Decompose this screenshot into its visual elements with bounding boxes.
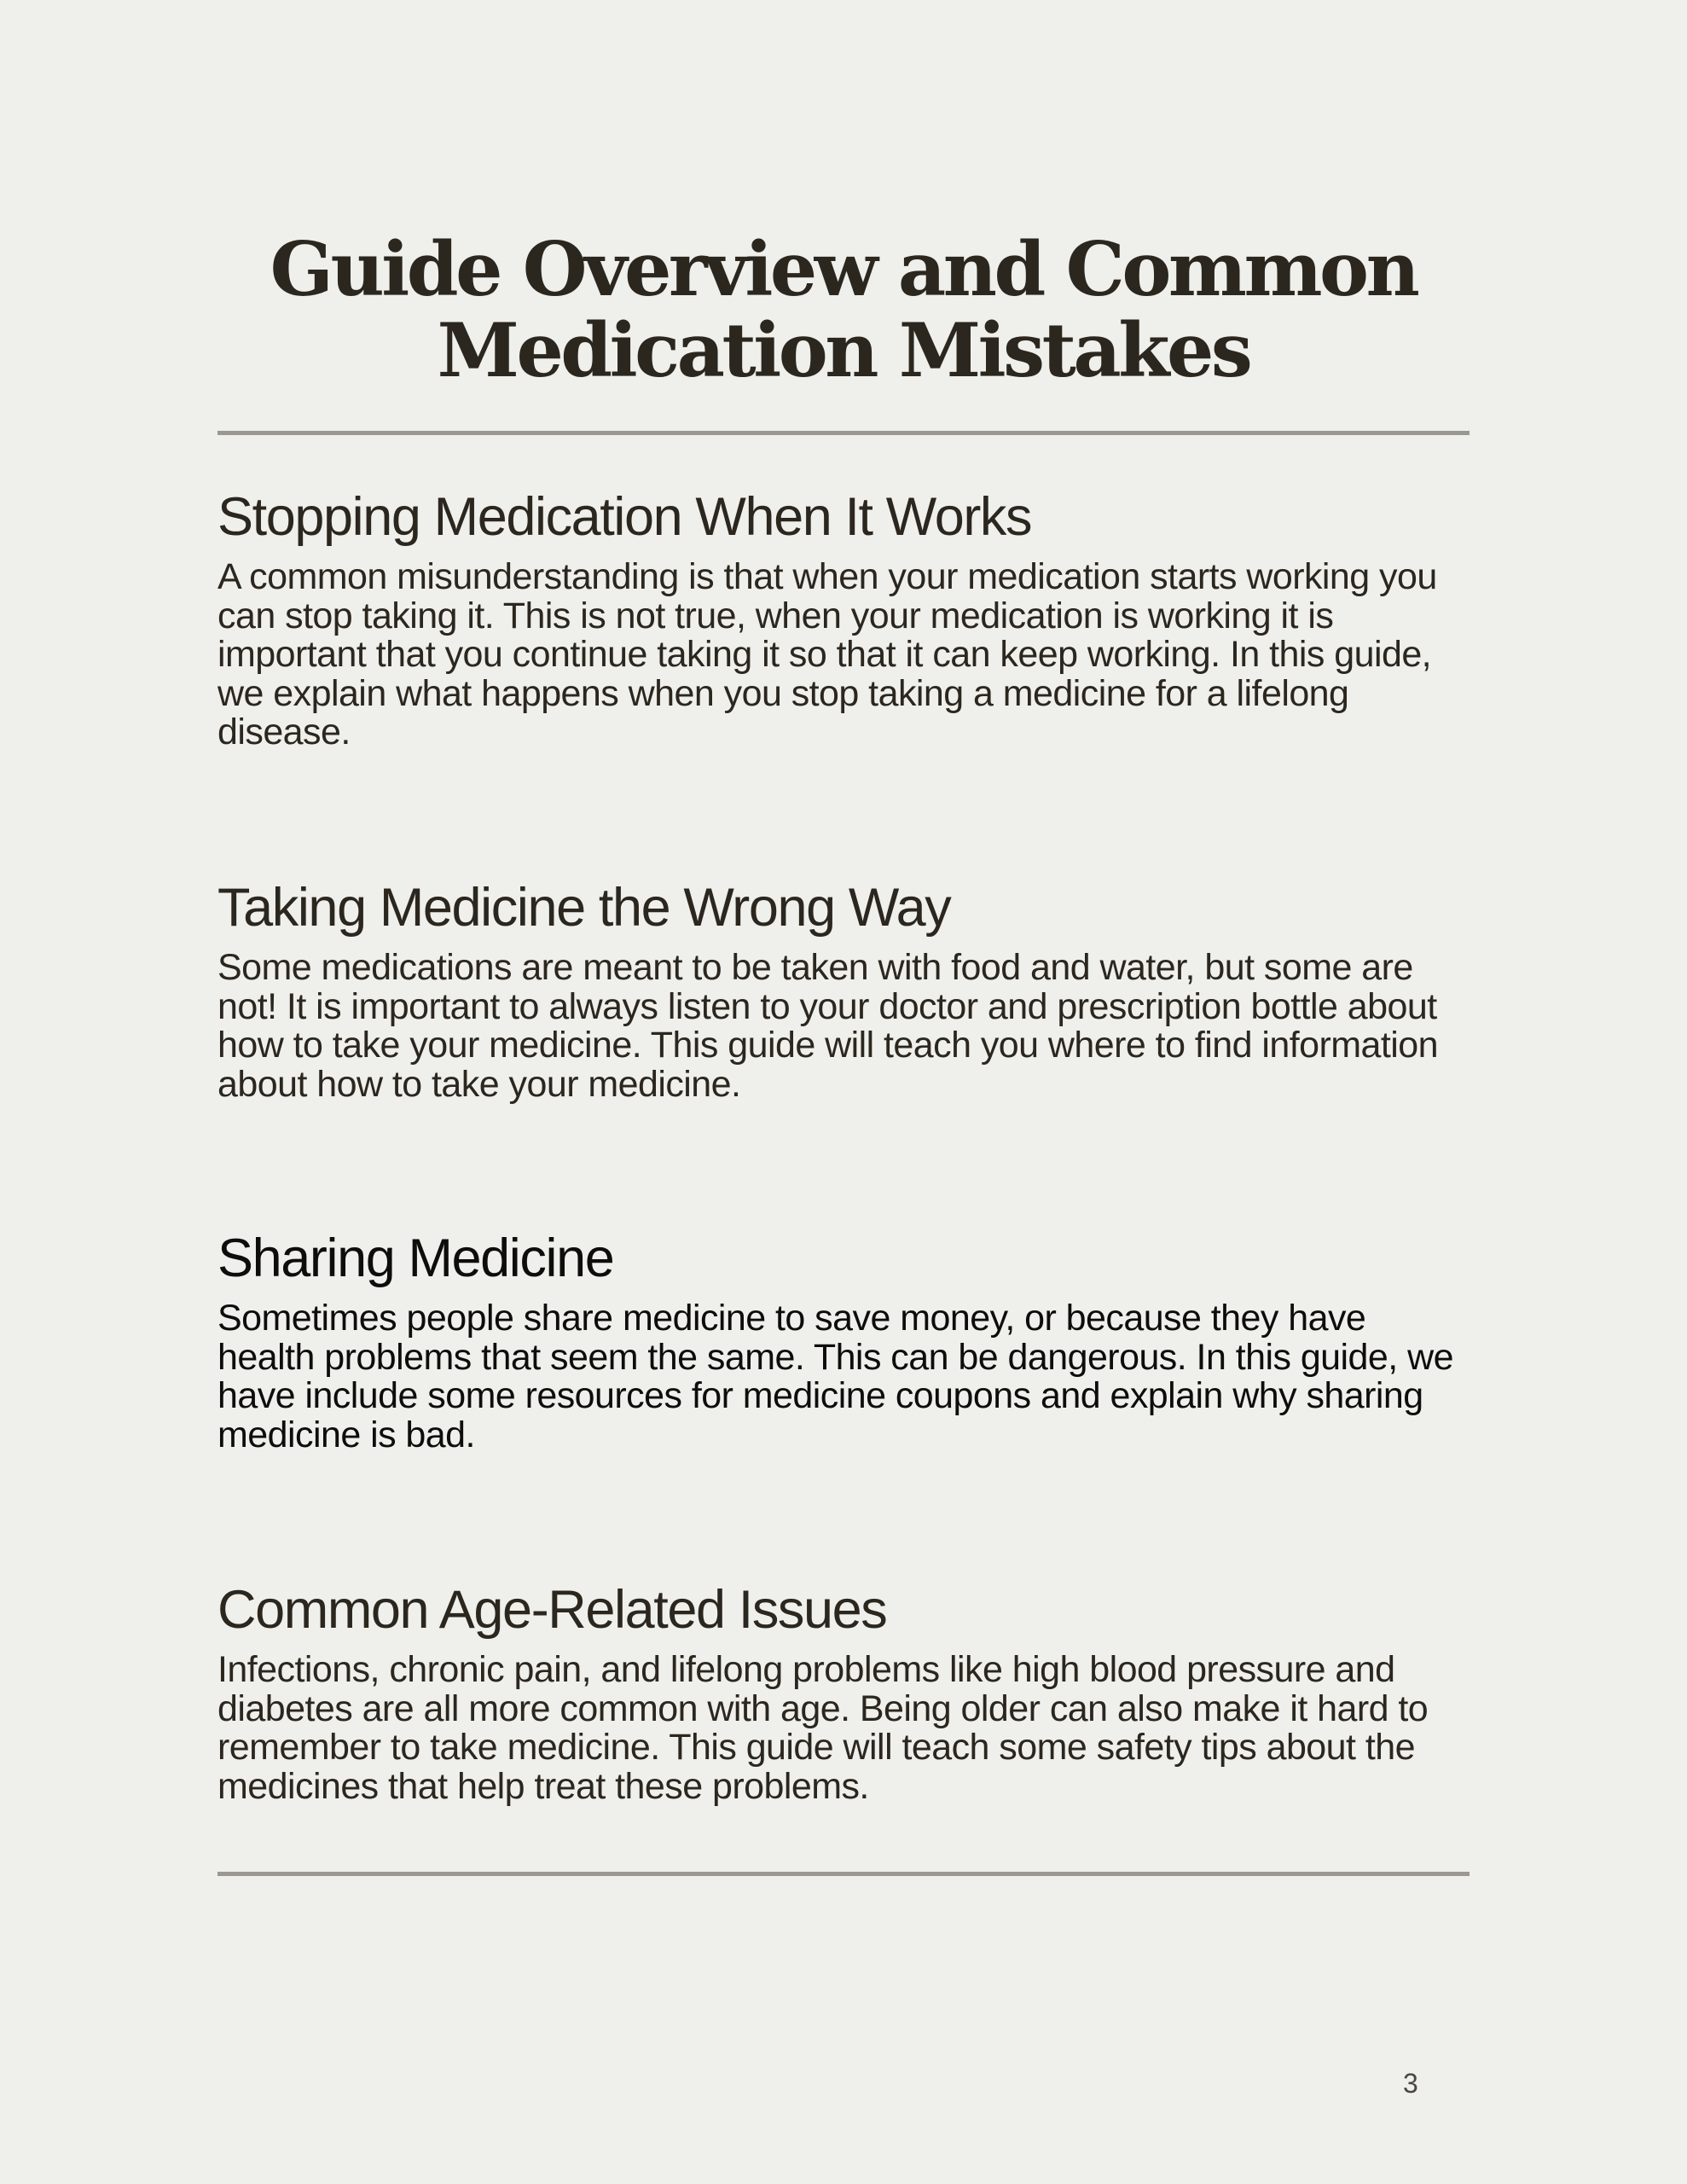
section-heading: Taking Medicine the Wrong Way: [217, 878, 951, 938]
top-divider: [217, 431, 1470, 435]
section-body: Some medications are meant to be taken with food and water, but some are not! It is important to always listen to your doctor and prescription bottle about how to take your medicine. This guide will teach you where to find information about how to take your medicine.: [217, 947, 1439, 1105]
section-heading: Stopping Medication When It Works: [217, 487, 1032, 547]
section-age-related-issues: [217, 1577, 1470, 1806]
page-number: 3: [1403, 2068, 1418, 2099]
section-body: A common misunderstanding is that when your medication starts working you can stop taking it. This is not true, when your medication is working it is important that you continue taking it so that it can keep working. In this guide, we explain what happens when you stop taking a medicine for a lifelong disease.: [217, 556, 1437, 752]
page-title-line-2: Medication Mistakes: [437, 306, 1250, 394]
section-sharing-medicine: [217, 1226, 1470, 1455]
section-body: Infections, chronic pain, and lifelong problems like high blood pressure and diabetes are all more common with age. Being older can also make it hard to remember to take medicine. This guide will teach some safety tips about the medicines that help treat these problems.: [217, 1649, 1429, 1807]
section-heading: Common Age-Related Issues: [217, 1580, 887, 1640]
section-body: Sometimes people share medicine to save money, or because they have health problems that seem the same. This can be dangerous. In this guide, we have include some resources for medicine coupons and explain why sharing medicine is bad.: [217, 1298, 1453, 1455]
section-taking-medicine-wrong-way: [217, 875, 1470, 1104]
section-stopping-medication: [217, 485, 1470, 752]
document-page: [217, 0, 1470, 2184]
section-heading: Sharing Medicine: [217, 1228, 614, 1288]
page-title-line-1: Guide Overview and Common: [270, 225, 1417, 313]
bottom-divider: [217, 1872, 1470, 1876]
page-title: [217, 225, 1470, 394]
